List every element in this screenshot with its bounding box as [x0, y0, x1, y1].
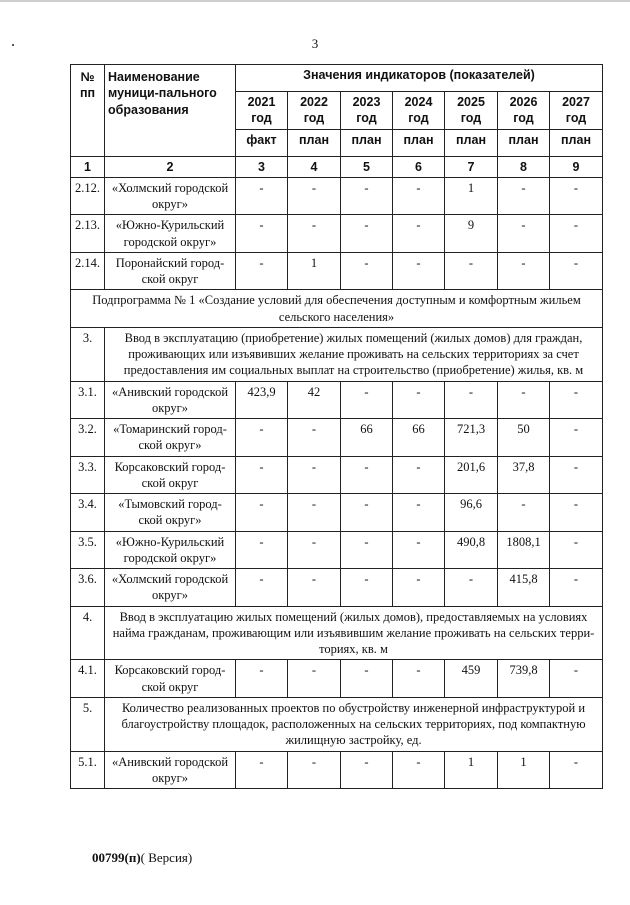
indicator-value: 42: [288, 381, 341, 419]
indicator-value: -: [550, 660, 603, 698]
header-kind: план: [498, 129, 550, 156]
indicator-value: -: [550, 215, 603, 253]
document-code: 00799(п): [92, 850, 141, 865]
top-rule: [0, 0, 630, 2]
municipality-name: «Южно-Курильский городской округ»: [105, 215, 236, 253]
municipality-name: Поронайский город-ской округ: [105, 252, 236, 290]
indicator-value: -: [236, 751, 288, 789]
section-row: [71, 327, 603, 381]
column-number: 6: [393, 156, 445, 177]
header-row-title: [71, 65, 603, 92]
table-row: [71, 494, 603, 532]
indicator-value: -: [498, 177, 550, 215]
indicator-value: -: [236, 531, 288, 569]
header-kind: план: [445, 129, 498, 156]
municipality-name: «Томаринский город-ской округ»: [105, 419, 236, 457]
indicator-value: 1: [445, 177, 498, 215]
header-kind: план: [550, 129, 603, 156]
indicator-value: -: [393, 660, 445, 698]
municipality-name: «Холмский городской округ»: [105, 569, 236, 607]
column-number: 9: [550, 156, 603, 177]
header-kind: план: [393, 129, 445, 156]
header-kind: план: [288, 129, 341, 156]
header-values-title: Значения индикаторов (показателей): [236, 65, 603, 92]
municipality-name: «Холмский городской округ»: [105, 177, 236, 215]
subprogram-row: [71, 290, 603, 328]
indicator-value: -: [288, 494, 341, 532]
indicator-value: -: [393, 494, 445, 532]
indicator-value: -: [445, 252, 498, 290]
footer: [92, 850, 192, 866]
municipality-name: «Тымовский город-ской округ»: [105, 494, 236, 532]
municipality-name: Корсаковский город-ской округ: [105, 456, 236, 494]
header-year: 2022 год: [288, 92, 341, 130]
indicator-value: 1808,1: [498, 531, 550, 569]
indicator-value: 9: [445, 215, 498, 253]
row-number: 3.6.: [71, 569, 105, 607]
indicator-value: -: [550, 456, 603, 494]
indicator-value: -: [550, 531, 603, 569]
indicator-value: -: [288, 660, 341, 698]
indicator-value: 721,3: [445, 419, 498, 457]
row-number: 2.14.: [71, 252, 105, 290]
indicator-value: -: [393, 215, 445, 253]
header-num: № пп: [71, 65, 105, 157]
indicator-value: 66: [341, 419, 393, 457]
indicator-value: -: [550, 252, 603, 290]
header-year: 2027 год: [550, 92, 603, 130]
indicator-value: -: [236, 419, 288, 457]
row-number: 4.1.: [71, 660, 105, 698]
indicator-value: -: [498, 252, 550, 290]
indicator-value: -: [288, 177, 341, 215]
indicator-value: -: [393, 252, 445, 290]
indicator-value: -: [236, 569, 288, 607]
indicator-value: -: [550, 419, 603, 457]
indicator-value: -: [393, 569, 445, 607]
header-kind: план: [341, 129, 393, 156]
header-year: 2025 год: [445, 92, 498, 130]
table-row: [71, 215, 603, 253]
indicator-value: -: [341, 456, 393, 494]
indicator-value: -: [288, 215, 341, 253]
table-row: [71, 751, 603, 789]
indicator-value: 739,8: [498, 660, 550, 698]
indicator-value: -: [393, 751, 445, 789]
indicator-value: -: [498, 494, 550, 532]
column-number: 7: [445, 156, 498, 177]
indicator-value: 415,8: [498, 569, 550, 607]
indicator-value: -: [341, 215, 393, 253]
table-row: [71, 252, 603, 290]
indicator-value: -: [341, 660, 393, 698]
section-row: [71, 697, 603, 751]
indicator-value: -: [550, 569, 603, 607]
subprogram-title: Подпрограмма № 1 «Создание условий для обеспечения доступным и комфортным жильем сельского населения»: [71, 290, 603, 328]
indicator-value: 96,6: [445, 494, 498, 532]
indicator-value: -: [341, 381, 393, 419]
municipality-name: Корсаковский город-ской округ: [105, 660, 236, 698]
header-name: Наименование муници-пального образования: [105, 65, 236, 157]
indicators-table: [70, 64, 603, 789]
indicator-value: -: [288, 419, 341, 457]
row-number: 3.1.: [71, 381, 105, 419]
indicator-value: -: [341, 252, 393, 290]
municipality-name: «Южно-Курильский городской округ»: [105, 531, 236, 569]
indicator-value: -: [393, 177, 445, 215]
indicator-value: -: [550, 494, 603, 532]
row-number: 3.4.: [71, 494, 105, 532]
header-row-column-numbers: [71, 156, 603, 177]
table-row: [71, 660, 603, 698]
municipality-name: «Анивский городской округ»: [105, 751, 236, 789]
indicator-value: -: [550, 177, 603, 215]
column-number: 3: [236, 156, 288, 177]
column-number: 4: [288, 156, 341, 177]
header-kind: факт: [236, 129, 288, 156]
indicator-value: -: [393, 531, 445, 569]
municipality-name: «Анивский городской округ»: [105, 381, 236, 419]
table-row: [71, 419, 603, 457]
indicator-value: -: [393, 381, 445, 419]
indicator-value: 459: [445, 660, 498, 698]
indicator-value: -: [236, 494, 288, 532]
indicator-value: -: [288, 569, 341, 607]
indicator-value: 1: [445, 751, 498, 789]
indicator-value: -: [236, 252, 288, 290]
indicator-value: -: [550, 751, 603, 789]
header-year: 2026 год: [498, 92, 550, 130]
section-number: 5.: [71, 697, 105, 751]
indicator-value: -: [288, 456, 341, 494]
indicator-value: -: [498, 381, 550, 419]
section-title: Количество реализованных проектов по обустройству инженерной инфраструктурой и благоустройству площадок, расположенных на сельских территориях, под компактную жилищную застройку, ед.: [105, 697, 603, 751]
indicator-value: -: [341, 751, 393, 789]
indicator-value: -: [341, 531, 393, 569]
section-title: Ввод в эксплуатацию (приобретение) жилых помещений (жилых домов) для граждан, проживающих или изъявивших желание проживать на сельских территориях за счет предоставления им социальных выплат на строительство (приобретение) жилья, кв. м: [105, 327, 603, 381]
column-number: 8: [498, 156, 550, 177]
column-number: 5: [341, 156, 393, 177]
section-number: 3.: [71, 327, 105, 381]
column-number: 2: [105, 156, 236, 177]
table-row: [71, 569, 603, 607]
row-number: 3.2.: [71, 419, 105, 457]
indicator-value: -: [288, 751, 341, 789]
indicator-value: -: [236, 215, 288, 253]
indicator-value: -: [393, 456, 445, 494]
indicator-value: -: [498, 215, 550, 253]
page-number: 3: [311, 36, 319, 51]
indicator-value: -: [288, 531, 341, 569]
indicator-value: -: [236, 660, 288, 698]
indicator-value: -: [236, 177, 288, 215]
row-number: 3.5.: [71, 531, 105, 569]
indicator-value: -: [445, 381, 498, 419]
indicator-value: -: [445, 569, 498, 607]
indicator-value: 490,8: [445, 531, 498, 569]
header-year: 2021 год: [236, 92, 288, 130]
header-year: 2023 год: [341, 92, 393, 130]
indicator-value: 1: [288, 252, 341, 290]
row-number: 5.1.: [71, 751, 105, 789]
indicator-value: 50: [498, 419, 550, 457]
table-row: [71, 531, 603, 569]
row-number: 2.13.: [71, 215, 105, 253]
row-number: 2.12.: [71, 177, 105, 215]
indicator-value: -: [341, 569, 393, 607]
column-number: 1: [71, 156, 105, 177]
table-body: [71, 65, 603, 789]
indicator-value: -: [341, 177, 393, 215]
indicator-value: 66: [393, 419, 445, 457]
document-version: ( Версия): [140, 850, 193, 865]
header-year: 2024 год: [393, 92, 445, 130]
indicator-value: 37,8: [498, 456, 550, 494]
section-number: 4.: [71, 606, 105, 660]
indicator-value: -: [236, 456, 288, 494]
indicator-value: -: [550, 381, 603, 419]
indicator-value: -: [341, 494, 393, 532]
section-title: Ввод в эксплуатацию жилых помещений (жилых домов), предоставляемых на условиях найма гражданам, проживающим или изъявившим желание проживать на сельских терри-ториях, кв. м: [105, 606, 603, 660]
table-row: [71, 177, 603, 215]
section-row: [71, 606, 603, 660]
indicator-value: 201,6: [445, 456, 498, 494]
row-number: 3.3.: [71, 456, 105, 494]
indicator-value: 1: [498, 751, 550, 789]
table-row: [71, 381, 603, 419]
indicator-value: 423,9: [236, 381, 288, 419]
table-row: [71, 456, 603, 494]
